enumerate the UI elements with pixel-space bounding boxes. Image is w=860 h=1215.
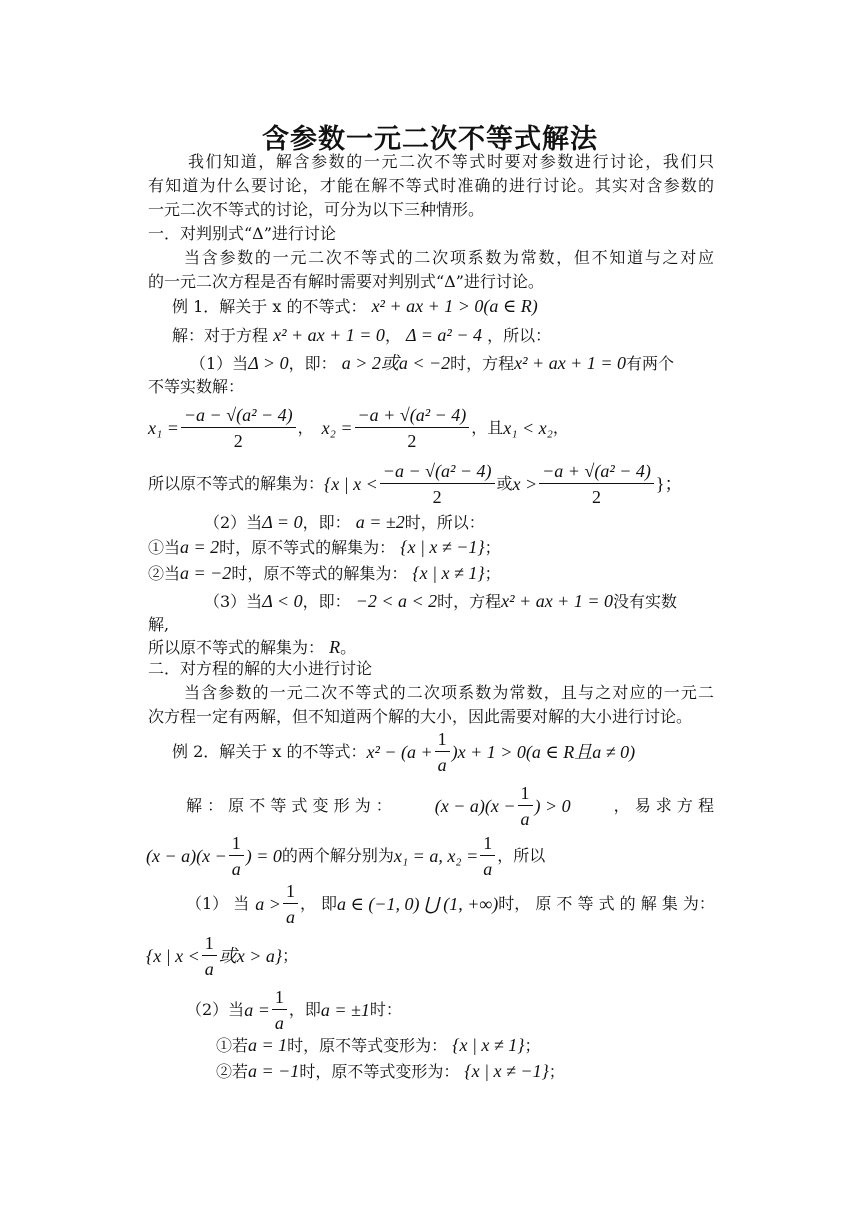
text: ； (524, 1036, 541, 1055)
denominator: a (204, 959, 214, 979)
page-title: 含参数一元二次不等式解法 (262, 124, 598, 155)
case-2b (148, 562, 501, 585)
case-label: （2）当 (186, 1000, 245, 1019)
text: ①当 (148, 538, 181, 557)
section-desc: 当含参数的一元二次不等式的二次项系数为常数，但不知道与之对应 (184, 248, 714, 267)
text: ； (484, 538, 501, 557)
fraction-1-over-a (435, 729, 450, 775)
denominator: a (520, 809, 530, 829)
solution-set: {x | x ≠ −1} (464, 1061, 549, 1081)
text: 所以原不等式的解集为： (148, 638, 325, 657)
value: a = ±2 (355, 512, 405, 532)
denominator: a (285, 907, 295, 927)
text: 时，方程 (450, 354, 515, 373)
example-label: 例 1．解关于 x 的不等式： (172, 297, 367, 316)
math: a > (255, 894, 281, 914)
text: ，即 (288, 1000, 321, 1019)
solution-set: {x | x ≠ 1} (412, 563, 485, 583)
value: a = 2 (180, 537, 220, 557)
numerator: 1 (518, 783, 533, 806)
case-2-1 (186, 874, 714, 934)
value: a = 1 (248, 1035, 288, 1055)
numerator: −a + √(a² − 4) (539, 461, 654, 484)
text: ，且 (471, 418, 504, 437)
text: 时： (369, 1000, 402, 1019)
text: ； (282, 946, 299, 965)
case-2-2b (216, 1060, 565, 1083)
root-x2 (355, 405, 470, 451)
case-2a (148, 536, 501, 559)
text: 解 ： 原 不 等 式 变 形 为 ： (186, 796, 392, 815)
text: ， 易 求 方 程 (613, 796, 714, 815)
text: ； (484, 564, 501, 583)
text: 时，方程 (437, 592, 502, 611)
set-open: {x | x < (324, 474, 378, 494)
numerator: −a + √(a² − 4) (355, 405, 470, 428)
math: {x | x < (146, 946, 200, 966)
example-1 (172, 295, 538, 318)
roots: x₁ = a, x₂ = (393, 846, 479, 866)
solution-line: 解：对于方程 x² + ax + 1 = 0， Δ = a² − 4 ，所以： (172, 325, 552, 345)
fraction-1-over-a (518, 783, 533, 829)
denominator: 2 (407, 431, 417, 451)
case-cond (186, 881, 337, 927)
case-2-2a (216, 1034, 541, 1057)
order: x₁ < x₂ (503, 418, 553, 438)
case-1 (190, 352, 674, 375)
math: ) = 0 (245, 846, 282, 866)
value: a = ±1 (320, 1000, 370, 1020)
text: ； (548, 1062, 565, 1081)
text: 的两个解分别为 (281, 846, 394, 865)
text: 时， 原 不 等 式 的 解 集 为： (498, 894, 715, 913)
numerator: −a − √(a² − 4) (181, 405, 296, 428)
math: ) > 0 (534, 796, 571, 816)
denominator: 2 (592, 487, 601, 507)
math: 或x > a} (218, 946, 283, 966)
math: (x − a)(x − (146, 846, 227, 866)
solution-label: 解：对于方程 (172, 326, 269, 345)
value: a = −2 (180, 563, 232, 583)
text: 时，原不等式变形为： (287, 1036, 448, 1055)
denominator: 2 (233, 431, 243, 451)
root-x1 (181, 405, 296, 451)
text: ，即： (288, 354, 337, 373)
example-label: 例 2．解关于 x 的不等式： (172, 742, 367, 761)
numerator: 1 (202, 933, 217, 956)
set-R: R (329, 637, 341, 657)
math: x² − (a + (366, 742, 433, 762)
case-label: （1）当 (190, 354, 249, 373)
text: ，即： (302, 513, 351, 532)
equation: x² + ax + 1 = 0 (514, 353, 626, 373)
solution-set: {x | x ≠ −1} (400, 537, 485, 557)
section-heading: 二．对方程的解的大小进行讨论 (148, 659, 373, 678)
denominator: a (231, 859, 241, 879)
example-inequality: x² + ax + 1 > 0(a ∈ R) (371, 296, 538, 316)
range: a > 2或a < −2 (341, 353, 451, 373)
case-3-cont: 解, (148, 615, 170, 634)
solution-set: {x | x ≠ 1} (452, 1035, 525, 1055)
text: ，所以 (497, 846, 546, 865)
text: 。 (340, 638, 357, 657)
condition: Δ = 0 (262, 512, 303, 532)
text: ②当 (148, 564, 181, 583)
equation: x² + ax + 1 = 0 (273, 325, 385, 345)
text: ①若 (216, 1036, 249, 1055)
math: )x + 1 > 0(a ∈ R且a ≠ 0) (451, 742, 636, 762)
case-3 (204, 590, 677, 613)
text: 所以原不等式的解集为： (148, 474, 325, 493)
text: 或 (496, 474, 513, 493)
math: a = (244, 1000, 270, 1020)
case-label: （3）当 (204, 592, 263, 611)
fraction-1-over-a (272, 987, 287, 1033)
condition: Δ < 0 (262, 591, 303, 611)
text: 没有实数 (612, 592, 677, 611)
case-2-1-set (146, 926, 298, 986)
denominator: a (274, 1013, 284, 1033)
text: 时，原不等式的解集为： (231, 564, 408, 583)
numerator: 1 (480, 833, 495, 856)
range: −2 < a < 2 (355, 591, 438, 611)
roots-line: x₁ = $\frac{\text{−a − √(a² − 4)}}{2}$ ， x₂ = $\frac{\text{−a + √(a² − 4)}}{2}$ ，且 x₁ < x₂ ， (148, 405, 569, 451)
range: a ∈ (−1, 0) ⋃ (1, +∞) (337, 894, 499, 914)
section-heading: 一．对判别式“Δ”进行讨论 (148, 224, 336, 243)
denominator: a (483, 859, 493, 879)
text: ，所以： (487, 326, 552, 345)
fraction-1-over-a (480, 833, 495, 879)
solution-set-line (148, 454, 683, 514)
case-2 (204, 511, 485, 534)
case-3-result (148, 636, 356, 659)
fraction-1-over-a (283, 881, 298, 927)
text: 有两个 (625, 354, 674, 373)
text: 时，原不等式的解集为： (219, 538, 396, 557)
root-x2 (539, 461, 654, 507)
intro-line: 一元二次不等式的讨论，可分为以下三种情形。 (148, 200, 485, 219)
condition: Δ > 0 (248, 353, 289, 373)
text: ，即： (302, 592, 351, 611)
numerator: 1 (272, 987, 287, 1010)
case-1-cont: 不等实数解： (148, 377, 245, 396)
text: 时，所以： (404, 513, 485, 532)
x1-label: x₁ = (148, 418, 179, 438)
text: ②若 (216, 1062, 249, 1081)
text: 时，原不等式变形为： (299, 1062, 460, 1081)
inequality (435, 783, 571, 829)
numerator: 1 (283, 881, 298, 904)
value: a = −1 (248, 1061, 300, 1081)
equation: x² + ax + 1 = 0 (501, 591, 613, 611)
case-2-2 (186, 980, 402, 1040)
root-x1 (380, 461, 495, 507)
numerator: 1 (229, 833, 244, 856)
case-label: （1） 当 (186, 894, 250, 913)
set-close: }； (655, 474, 683, 494)
fraction-1-over-a (202, 933, 217, 979)
intro-line: 我们知道，解含参数的一元二次不等式时要对参数进行讨论，我们只 (188, 152, 714, 171)
x2-label: x₂ = (321, 418, 353, 438)
denominator: a (437, 755, 447, 775)
section-desc: 当含参数的一元二次不等式的二次项系数为常数，且与之对应的一元二 (184, 683, 714, 702)
section-desc: 次方程一定有两解，但不知道两个解的大小，因此需要对解的大小进行讨论。 (148, 707, 693, 726)
set-gt: x > (512, 474, 538, 494)
example-2 (172, 722, 635, 782)
text: ， 即 (299, 894, 338, 913)
numerator: 1 (435, 729, 450, 752)
section-desc: 的一元二次方程是否有解时需要对判别式“Δ”进行讨论。 (148, 272, 544, 291)
denominator: 2 (432, 487, 442, 507)
case-label: （2）当 (204, 513, 263, 532)
fraction-1-over-a (229, 833, 244, 879)
numerator: −a − √(a² − 4) (380, 461, 495, 484)
math: (x − a)(x − (434, 796, 516, 816)
intro-line: 有知道为什么要讨论，才能在解不等式时准确的进行讨论。其实对含参数的 (148, 176, 714, 195)
discriminant: Δ = a² − 4 (406, 325, 482, 345)
